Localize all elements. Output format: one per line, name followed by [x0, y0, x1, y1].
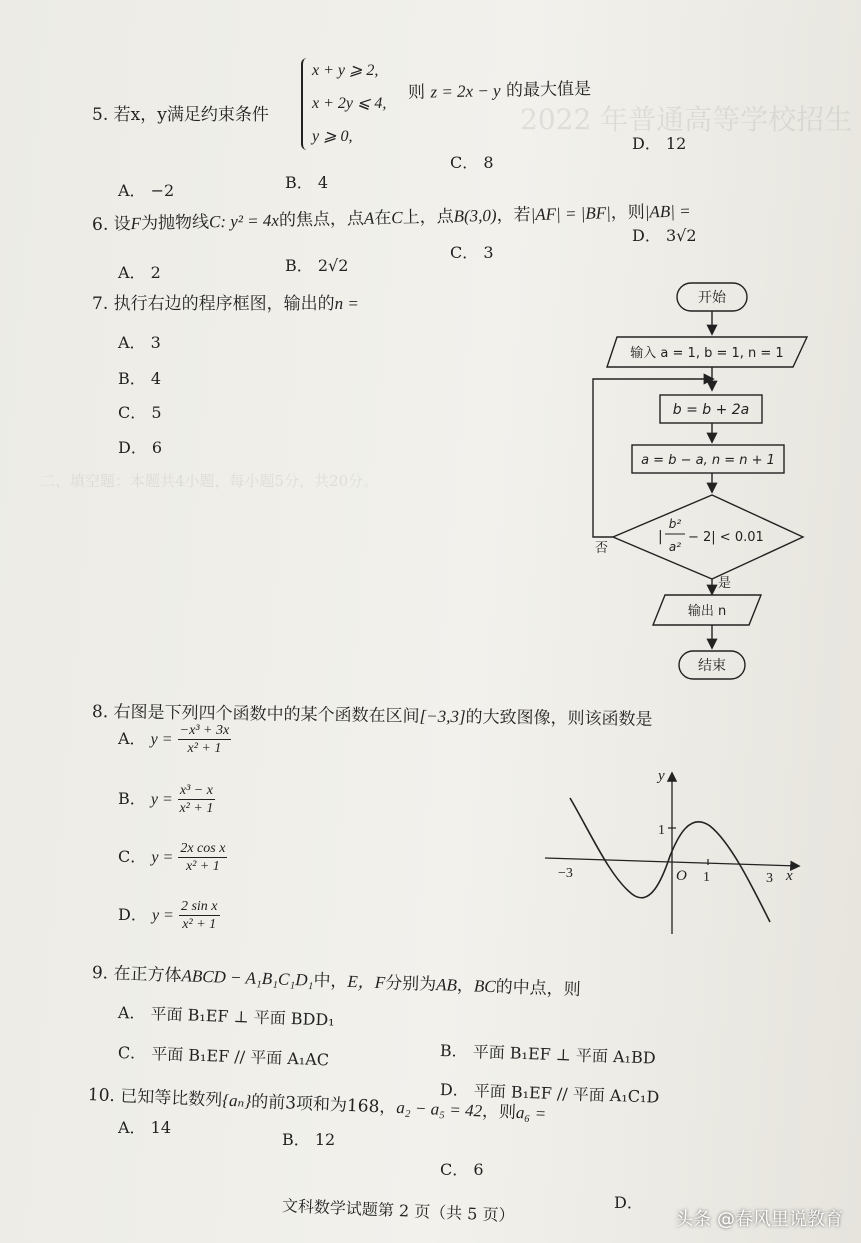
q8-option-c-label: C． — [118, 847, 147, 866]
flow-cond-numerator: b² — [668, 517, 682, 531]
q5-prefix: 若x，y满足约束条件 — [113, 105, 269, 125]
q5-option-d: D． 12 — [632, 134, 687, 153]
q10-text: 已知等比数列 — [119, 1086, 223, 1111]
graph-y-label: y — [658, 768, 665, 784]
q5-brace — [301, 58, 311, 150]
q6-symbol-a: A — [363, 208, 375, 228]
q8-option-b-denominator: x² + 1 — [179, 801, 214, 816]
q10-option-c: C． 6 — [440, 1160, 484, 1179]
q5-constraint-3: y ⩾ 0, — [312, 128, 353, 145]
q8-option-c-denominator: x² + 1 — [185, 859, 220, 874]
q9-points: E，F — [347, 971, 386, 993]
flow-cond-bar: | — [658, 529, 663, 545]
q9-text: 的中点，则 — [495, 977, 581, 1001]
q8-option-c-fraction — [178, 840, 227, 875]
flow-no-label: 否 — [595, 541, 609, 556]
q10-ask: a₆ = — [515, 1102, 547, 1124]
q10-text: ，则 — [481, 1101, 517, 1123]
q8-option-d-numerator: 2 sin x — [180, 899, 218, 914]
q6-ask: |AB| = — [644, 201, 691, 222]
q8-option-d-lhs: y = — [151, 907, 174, 924]
q7-option-b: B． 4 — [118, 369, 162, 388]
q6-option-d-label: D． — [632, 226, 661, 245]
q6-number: 6. — [91, 214, 109, 235]
q9-stem — [92, 958, 582, 1000]
q8-option-b — [118, 782, 215, 817]
q7-option-c: C． 5 — [118, 403, 162, 422]
bleed-through-text: 2022 年普通高等学校招生 — [520, 103, 853, 136]
q6-option-a: A． 2 — [118, 263, 161, 282]
q9-solid: ABCD − A₁B₁C₁D₁ — [181, 966, 314, 990]
q8-option-b-label: B． — [118, 789, 146, 808]
q8-option-d — [118, 898, 220, 933]
flow-cond-rest: − 2| < 0.01 — [688, 530, 764, 545]
q8-option-c-numerator: 2x cos x — [180, 841, 226, 856]
q8-interval: [−3,3] — [419, 706, 466, 727]
q9-segment-bc: BC — [473, 976, 497, 997]
q8-option-b-numerator: x³ − x — [179, 783, 213, 798]
q10-option-d: D． — [614, 1193, 643, 1212]
q6-point-b: B(3,0) — [453, 205, 497, 226]
q5-expr: z = 2x − y — [430, 80, 501, 102]
q7-option-a: A． 3 — [118, 333, 161, 352]
q7-number: 7. — [92, 294, 109, 314]
q6-condition: |AF| = |BF| — [530, 203, 611, 225]
graph-ytick-1: 1 — [658, 823, 665, 838]
flow-start-label: 开始 — [698, 290, 726, 306]
q8-number: 8. — [91, 702, 109, 723]
q7-flowchart — [585, 275, 820, 685]
q6-option-d — [632, 223, 697, 246]
q6-symbol-f: F — [130, 213, 142, 234]
q8-option-a-lhs: y = — [150, 731, 173, 748]
q10-number: 10. — [87, 1085, 116, 1107]
q5-constraint-1: x + y ⩾ 2, — [312, 62, 379, 79]
q8-option-c — [118, 840, 227, 875]
watermark: 头条 @春风里说教育 — [675, 1209, 843, 1230]
q6-text: 的焦点，点 — [278, 208, 365, 231]
q6-option-c: C． 3 — [450, 243, 494, 262]
flow-step2-label: a = b − a, n = n + 1 — [641, 453, 775, 468]
flow-input-label: 输入 a = 1, b = 1, n = 1 — [630, 346, 784, 361]
q5-ask: 的最大值是 — [505, 79, 592, 101]
q5-then: 则 — [407, 82, 426, 103]
q6-text: 设 — [113, 214, 131, 235]
q8-option-b-lhs: y = — [150, 791, 173, 808]
q5-stem — [92, 100, 269, 125]
q8-option-a-numerator: −x³ + 3x — [179, 723, 230, 738]
q8-function-graph — [540, 762, 805, 937]
q8-option-a — [118, 722, 231, 757]
q8-option-d-fraction — [179, 898, 220, 933]
q8-text: 的大致图像，则该函数是 — [465, 707, 653, 730]
graph-tick-1: 1 — [703, 870, 710, 885]
q9-text: 分别为 — [384, 973, 437, 996]
flow-step1-label: b = b + 2a — [672, 402, 750, 418]
q5-number: 5. — [92, 105, 109, 125]
graph-tick-3: 3 — [766, 871, 773, 886]
q6-text: 为抛物线 — [140, 212, 210, 234]
q7-text: 执行右边的程序框图，输出的 — [113, 294, 335, 314]
q8-option-d-label: D． — [118, 905, 147, 924]
q5-constraint-2: x + 2y ⩽ 4, — [312, 95, 387, 112]
graph-x-label: x — [786, 868, 793, 884]
q10-option-a: A． 14 — [118, 1118, 172, 1137]
q8-option-b-fraction — [178, 782, 215, 817]
q8-option-c-lhs: y = — [151, 849, 174, 866]
q6-curve: C: y² = 4x — [208, 210, 280, 232]
q9-number: 9. — [91, 963, 109, 984]
q6-text: 上，点 — [402, 206, 454, 228]
q9-option-c: C． 平面 B₁EF // 平面 A₁AC — [117, 1043, 330, 1070]
q10-text: 的前3项和为168， — [250, 1091, 397, 1118]
flow-end-label: 结束 — [698, 658, 726, 674]
q6-option-b-label: B． — [285, 256, 313, 275]
page-footer: 文科数学试题第 2 页（共 5 页） — [281, 1196, 515, 1226]
flow-output-label: 输出 n — [687, 604, 727, 619]
q8-option-a-denominator: x² + 1 — [187, 741, 222, 756]
q8-option-d-denominator: x² + 1 — [182, 917, 217, 932]
q10-option-b: B． 12 — [282, 1130, 336, 1149]
q9-option-b: B． 平面 B₁EF ⊥ 平面 A₁BD — [439, 1041, 656, 1068]
q7-stem — [92, 289, 359, 314]
bleed-through-text: 二、填空题：本题共4小题，每小题5分，共20分。 — [40, 472, 379, 490]
q6-option-b — [285, 253, 348, 276]
q6-text: ，若 — [496, 205, 531, 226]
q9-option-a: A． 平面 B₁EF ⊥ 平面 BDD₁ — [117, 1003, 335, 1030]
q6-stem — [92, 196, 691, 235]
flow-yes-label: 是 — [718, 576, 732, 591]
q5-option-c: C． 8 — [450, 153, 494, 172]
q10-sequence: {aₙ} — [221, 1090, 252, 1111]
q6-symbol-c: C — [391, 207, 403, 228]
q9-option-d: D． 平面 B₁EF // 平面 A₁C₁D — [439, 1080, 660, 1107]
q9-text: ， — [456, 975, 475, 997]
q8-option-a-fraction — [178, 722, 232, 757]
q6-text: ，则 — [610, 202, 646, 224]
q9-text: 在正方体 — [113, 963, 182, 987]
q6-option-b-value: 2√2 — [317, 256, 349, 275]
graph-tick-neg3: −3 — [558, 866, 573, 881]
q7-var: n = — [334, 294, 359, 313]
q6-option-d-value: 3√2 — [665, 226, 697, 245]
q9-text: 中， — [313, 970, 348, 992]
q5-option-b: B． 4 — [285, 173, 329, 192]
q9-segment-ab: AB — [435, 975, 458, 995]
q5-objective — [408, 74, 591, 103]
q7-option-d: D． 6 — [118, 438, 163, 457]
q10-condition: a₂ − a₅ = 42 — [395, 1097, 483, 1121]
q5-option-a: A． −2 — [118, 181, 175, 200]
q8-text: 右图是下列四个函数中的某个函数在区间 — [113, 702, 420, 727]
q6-text: 在 — [374, 208, 392, 229]
flow-cond-denominator: a² — [668, 540, 682, 554]
graph-origin-label: O — [676, 868, 687, 884]
q8-option-a-label: A． — [118, 729, 146, 748]
